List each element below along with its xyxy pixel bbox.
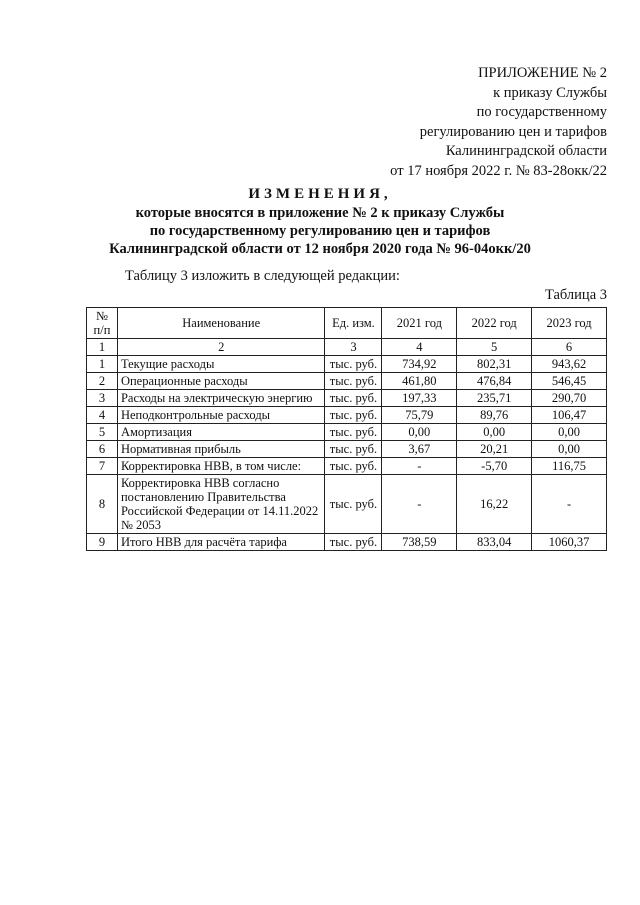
unit-cell: тыс. руб. [325,475,382,534]
index-cell: 1 [87,339,118,356]
row-number-cell: 3 [87,390,118,407]
value-2022-cell: 20,21 [457,441,532,458]
item-name-cell: Операционные расходы [117,373,325,390]
appendix-line: к приказу Службы [493,84,607,101]
value-2022-cell: 235,71 [457,390,532,407]
value-2022-cell: 16,22 [457,475,532,534]
row-number-cell: 9 [87,534,118,551]
header-cell: 2023 год [532,308,607,339]
appendix-line: от 17 ноября 2022 г. № 83-28окк/22 [390,162,607,179]
item-name-cell: Корректировка НВВ, в том числе: [117,458,325,475]
value-2022-cell: 89,76 [457,407,532,424]
index-cell: 5 [457,339,532,356]
index-cell: 6 [532,339,607,356]
value-2023-cell: - [532,475,607,534]
value-2021-cell: 3,67 [382,441,457,458]
header-cell: 2021 год [382,308,457,339]
column-index-row [87,339,607,356]
table-header-row [87,308,607,339]
value-2021-cell: - [382,458,457,475]
value-2021-cell: 738,59 [382,534,457,551]
heading-line: по государственному регулированию цен и тарифов [149,223,491,239]
unit-cell: тыс. руб. [325,356,382,373]
item-name-cell: Корректировка НВВ согласно постановлению Правительства Российской Федерации от 14.11.2022 № 2053 [117,475,325,534]
item-name-cell: Расходы на электрическую энергию [117,390,325,407]
value-2021-cell: - [382,475,457,534]
value-2021-cell: 0,00 [382,424,457,441]
appendix-line: Калининградской области [445,143,607,159]
value-2023-cell: 116,75 [532,458,607,475]
unit-cell: тыс. руб. [325,534,382,551]
unit-cell: тыс. руб. [325,441,382,458]
unit-cell: тыс. руб. [325,373,382,390]
header-cell: Наименование [117,308,325,339]
table-row [87,356,607,373]
value-2021-cell: 197,33 [382,390,457,407]
unit-cell: тыс. руб. [325,390,382,407]
index-cell: 3 [325,339,382,356]
row-number-cell: 7 [87,458,118,475]
value-2023-cell: 0,00 [532,424,607,441]
row-number-cell: 1 [87,356,118,373]
item-name-cell: Итого НВВ для расчёта тарифа [117,534,325,551]
value-2022-cell: 802,31 [457,356,532,373]
row-number-cell: 8 [87,475,118,534]
item-name-cell: Неподконтрольные расходы [117,407,325,424]
table-row [87,534,607,551]
index-cell: 4 [382,339,457,356]
table-row [87,441,607,458]
table-caption: Таблица 3 [544,287,607,303]
item-name-cell: Текущие расходы [117,356,325,373]
heading-line: Калининградской области от 12 ноября 2020 года № 96-04окк/20 [109,241,531,257]
value-2021-cell: 75,79 [382,407,457,424]
value-2022-cell: 0,00 [457,424,532,441]
tariff-table [86,307,607,551]
appendix-line: регулированию цен и тарифов [419,123,607,140]
table-row [87,424,607,441]
header-cell: № п/п [87,308,118,339]
table-row [87,407,607,424]
table-row [87,373,607,390]
row-number-cell: 4 [87,407,118,424]
unit-cell: тыс. руб. [325,407,382,424]
appendix-block [347,64,607,181]
header-cell: Ед. изм. [325,308,382,339]
value-2023-cell: 106,47 [532,407,607,424]
value-2023-cell: 0,00 [532,441,607,458]
table-row [87,390,607,407]
header-cell: 2022 год [457,308,532,339]
value-2021-cell: 734,92 [382,356,457,373]
value-2021-cell: 461,80 [382,373,457,390]
value-2023-cell: 943,62 [532,356,607,373]
item-name-cell: Амортизация [117,424,325,441]
heading-line: которые вносятся в приложение № 2 к приказу Службы [135,205,505,221]
document-title: ИЗМЕНЕНИЯ, [248,186,392,202]
value-2023-cell: 1060,37 [532,534,607,551]
intro-text: Таблицу 3 изложить в следующей редакции: [125,268,400,284]
row-number-cell: 2 [87,373,118,390]
document-heading [0,184,640,258]
unit-cell: тыс. руб. [325,424,382,441]
value-2023-cell: 290,70 [532,390,607,407]
appendix-line: по государственному [476,104,607,120]
value-2023-cell: 546,45 [532,373,607,390]
value-2022-cell: 833,04 [457,534,532,551]
value-2022-cell: -5,70 [457,458,532,475]
value-2022-cell: 476,84 [457,373,532,390]
table-row [87,475,607,534]
table-row [87,458,607,475]
row-number-cell: 6 [87,441,118,458]
item-name-cell: Нормативная прибыль [117,441,325,458]
unit-cell: тыс. руб. [325,458,382,475]
index-cell: 2 [117,339,325,356]
row-number-cell: 5 [87,424,118,441]
appendix-line: ПРИЛОЖЕНИЕ № 2 [478,65,607,81]
